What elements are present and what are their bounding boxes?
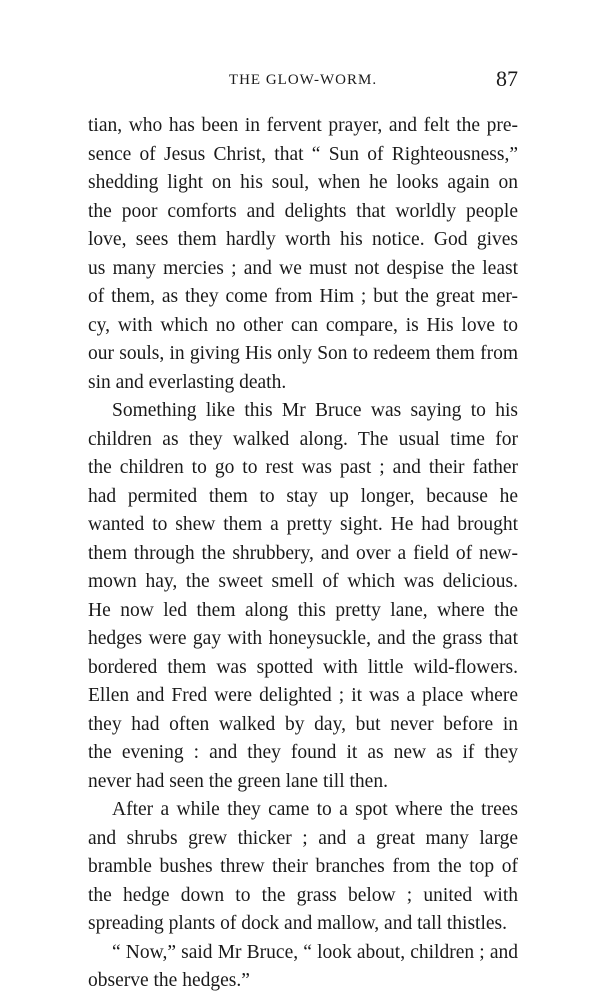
- text-line: love, sees them hardly worth his notice. God gives: [88, 229, 518, 250]
- text-line: shedding light on his soul, when he looks again on: [88, 172, 518, 193]
- text-line: them through the shrubbery, and over a field of new-: [88, 542, 518, 564]
- running-title: THE GLOW-WORM.: [228, 72, 378, 88]
- text-line: the evening : and they found it as new as if they: [88, 742, 518, 763]
- text-line: the hedge down to the grass below ; united with: [88, 884, 518, 906]
- text-line: bordered them was spotted with little wild-flowers.: [88, 656, 518, 678]
- text-line: tian, who has been in fervent prayer, and felt the pre-: [88, 115, 518, 136]
- text-line: Ellen and Fred were delighted ; it was a place where: [88, 685, 518, 706]
- paragraph: [88, 796, 518, 939]
- text-line: the poor comforts and delights that worldly people: [88, 200, 518, 222]
- text-line: cy, with which no other can compare, is His love to: [88, 314, 518, 336]
- text-line: our souls, in giving His only Son to redeem them from: [88, 343, 518, 364]
- text-line: the children to go to rest was past ; and their father: [88, 457, 518, 478]
- text-line: After a while they came to a spot where the trees: [112, 799, 518, 820]
- paragraph: [88, 939, 518, 996]
- text-line: hedges were gay with honeysuckle, and the grass that: [88, 628, 518, 649]
- text-line: children as they walked along. The usual time for: [88, 428, 518, 450]
- page-number: 87: [496, 66, 518, 91]
- text-line: Something like this Mr Bruce was saying to his: [112, 400, 518, 421]
- text-line: and shrubs grew thicker ; and a great many large: [88, 827, 518, 849]
- text-line: they had often walked by day, but never before in: [88, 713, 518, 735]
- text-line: “ Now,” said Mr Bruce, “ look about, children ; and: [112, 941, 518, 963]
- text-line: wanted to shew them a pretty sight. He had brought: [88, 514, 518, 535]
- text-line: never had seen the green lane till then.: [88, 770, 388, 792]
- text-line: He now led them along this pretty lane, where the: [88, 599, 518, 621]
- text-line: spreading plants of dock and mallow, and tall thistles.: [88, 913, 507, 934]
- text-line: us many mercies ; and we must not despise the least: [88, 257, 518, 279]
- text-line: mown hay, the sweet smell of which was delicious.: [88, 571, 518, 592]
- text-line: sin and everlasting death.: [88, 371, 287, 393]
- text-line: of them, as they come from Him ; but the great mer-: [88, 286, 518, 307]
- text-line: had permited them to stay up longer, because he: [88, 485, 518, 507]
- body-text: [88, 112, 518, 996]
- paragraph: [88, 112, 518, 397]
- paragraph: [88, 397, 518, 796]
- running-head: [88, 66, 518, 98]
- text-line: bramble bushes threw their branches from the top of: [88, 856, 518, 877]
- text-line: sence of Jesus Christ, that “ Sun of Righteousness,”: [88, 143, 518, 165]
- text-line: observe the hedges.”: [88, 970, 250, 991]
